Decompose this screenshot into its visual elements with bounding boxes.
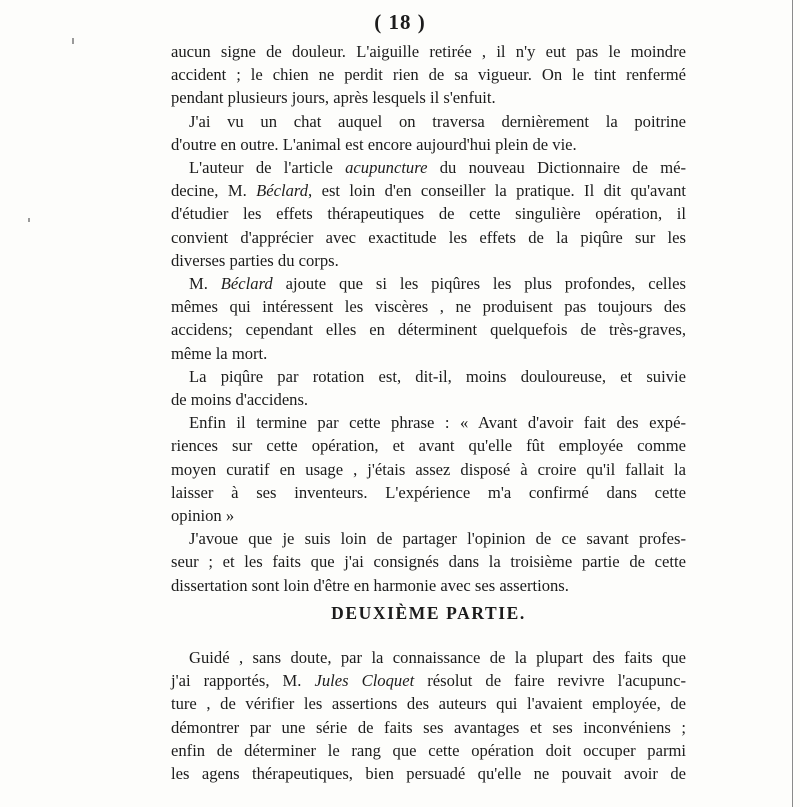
text-line: enfin de déterminer le rang que cette opération doit occuper parmi [171, 740, 686, 760]
text-line: La piqûre par rotation est, dit-il, moins douloureuse, et suivie [189, 366, 686, 386]
text-line: convient d'apprécier avec exactitude les effets de la piqûre sur les [171, 227, 686, 247]
text-line: ture , de vérifier les assertions des auteurs qui l'avaient employée, de [171, 694, 686, 714]
page-number: ( 18 ) [374, 10, 426, 34]
text-line: M. Béclard ajoute que si les piqûres les plus profondes, celles [189, 274, 686, 294]
text-line: de moins d'accidens. [171, 390, 309, 410]
text-line: laisser à ses inventeurs. L'expérience m'a confirmé dans cette [171, 482, 686, 502]
text-line: accidens; cependant elles en déterminent quelquefois de très-graves, [171, 320, 686, 340]
text-line: les agens thérapeutiques, bien persuadé qu'elle ne pouvait avoir de [171, 764, 686, 784]
italic-term: Béclard [256, 181, 309, 201]
text-line: J'avoue que je suis loin de partager l'opinion de ce savant profes- [189, 529, 686, 549]
text-line: moyen curatif en usage , j'étais assez disposé à croire qu'il fallait la [171, 459, 686, 479]
page-edge-rule [792, 0, 793, 807]
text-line: opinion » [171, 506, 235, 526]
text-line: Enfin il termine par cette phrase : « Avant d'avoir fait des expé- [189, 413, 686, 433]
section-heading: DEUXIÈME PARTIE. [331, 603, 526, 623]
italic-term: acupuncture [345, 158, 428, 178]
text-line: seur ; et les faits que j'ai consignés dans la troisième partie de cette [171, 552, 686, 572]
text-line: Guidé , sans doute, par la connaissance de la plupart des faits que [189, 648, 686, 667]
text-line: même la mort. [171, 343, 268, 363]
text-line: J'ai vu un chat auquel on traversa dernièrement la poitrine [189, 111, 686, 131]
scan-speck [28, 218, 30, 222]
text-line: mêmes qui intéressent les viscères , ne produisent pas toujours des [171, 297, 686, 317]
text-line: decine, M. Béclard, est loin d'en conseiller la pratique. Il dit qu'avant [171, 181, 686, 201]
body-text-first-part [171, 40, 686, 597]
body-text-second-part [171, 646, 686, 785]
text-line: dissertation sont loin d'être en harmonie avec ses assertions. [171, 575, 569, 595]
text-line: démontrer par une série de faits ses avantages et ses inconvéniens ; [171, 717, 686, 737]
text-line: riences sur cette opération, et avant qu'elle fût employée comme [171, 436, 686, 456]
text-line: L'auteur de l'article acupuncture du nouveau Dictionnaire de mé- [189, 158, 686, 178]
text-line: d'étudier les effets thérapeutiques de cette singulière opération, il [171, 204, 686, 224]
text-line: j'ai rapportés, M. Jules Cloquet résolut de faire revivre l'acupunc- [171, 671, 686, 691]
text-line: diverses parties du corps. [171, 250, 339, 270]
scan-speck [72, 38, 74, 44]
text-line: pendant plusieurs jours, après lesquels il s'enfuit. [171, 88, 496, 108]
text-line: accident ; le chien ne perdit rien de sa vigueur. On le tint renfermé [171, 65, 686, 85]
italic-term: Jules Cloquet [314, 671, 415, 691]
italic-term: Béclard [220, 274, 273, 294]
text-line: d'outre en outre. L'animal est encore aujourd'hui plein de vie. [171, 134, 577, 154]
text-line: aucun signe de douleur. L'aiguille retirée , il n'y eut pas le moindre [171, 42, 686, 61]
